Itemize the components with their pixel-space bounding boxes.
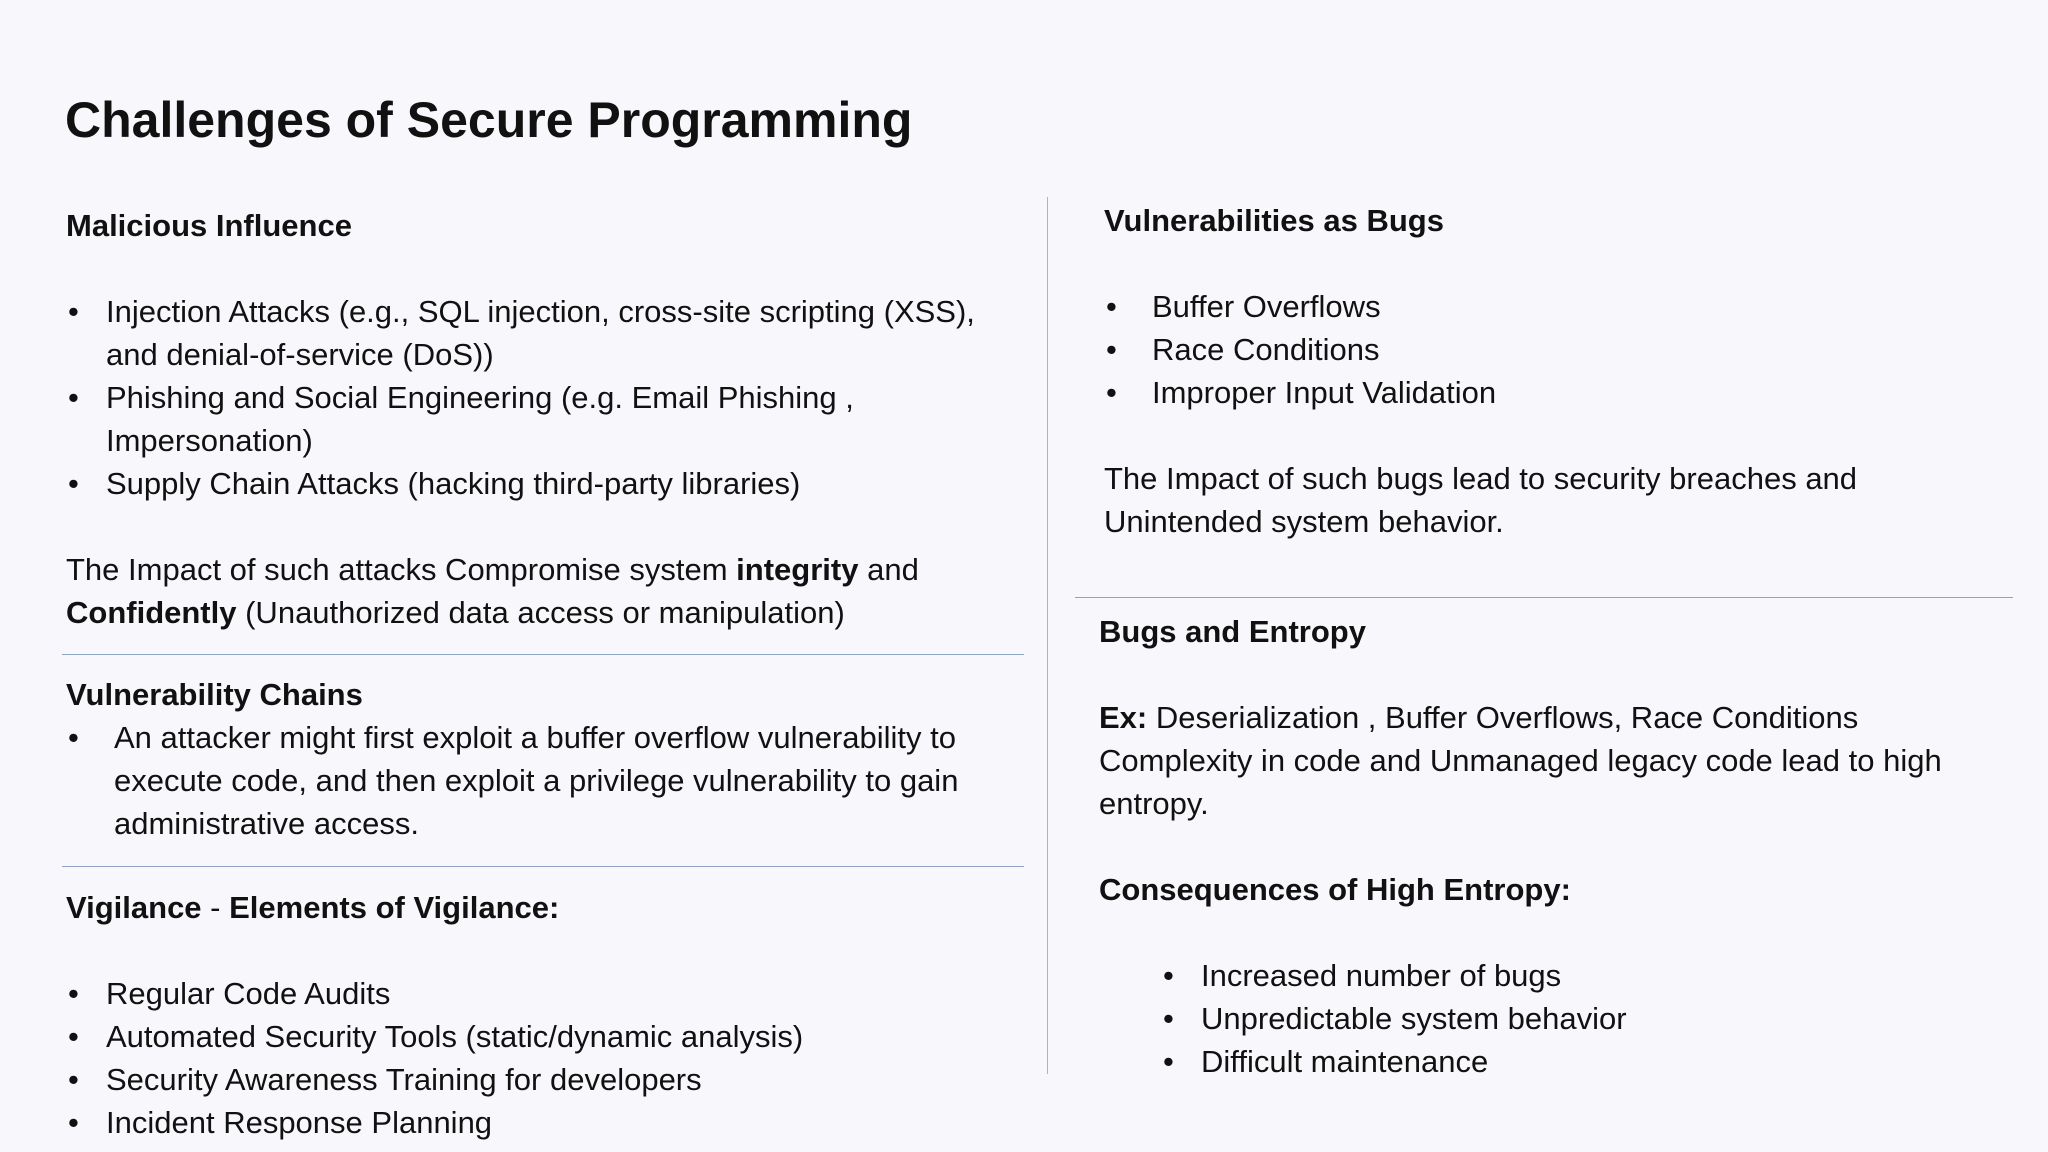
list-item: • Regular Code Audits — [66, 972, 1026, 1015]
consequences-list — [1161, 954, 2019, 1083]
divider — [62, 654, 1024, 655]
vulnerabilities-as-bugs-list — [1104, 285, 2004, 414]
column-divider — [1047, 197, 1048, 1074]
bullet-icon: • — [68, 466, 79, 501]
list-item: • Increased number of bugs — [1161, 954, 2019, 997]
bullet-icon: • — [68, 1062, 79, 1097]
vulnerabilities-as-bugs-section — [1104, 199, 2004, 543]
bullet-icon: • — [1106, 332, 1117, 367]
bullet-icon: • — [68, 976, 79, 1011]
bullet-icon: • — [68, 380, 79, 415]
vulnerability-chains-list — [66, 716, 1036, 845]
vigilance-heading: Vigilance - Elements of Vigilance: — [66, 890, 560, 925]
list-item: • Incident Response Planning — [66, 1101, 1026, 1144]
malicious-impact-text: The Impact of such attacks Compromise system integrity and Confidently (Unauthorized data access or manipulation) — [66, 552, 919, 630]
bullet-icon: • — [1163, 1001, 1174, 1036]
bullet-icon: • — [68, 720, 79, 755]
vulnerability-chains-heading: Vulnerability Chains — [66, 677, 363, 712]
bugs-impact-text: The Impact of such bugs lead to security breaches and Unintended system behavior. — [1104, 461, 1858, 539]
bullet-icon: • — [1106, 289, 1117, 324]
vulnerabilities-as-bugs-heading: Vulnerabilities as Bugs — [1104, 203, 1444, 238]
list-item: • Difficult maintenance — [1161, 1040, 2019, 1083]
consequences-heading: Consequences of High Entropy: — [1099, 872, 1571, 907]
entropy-complexity-text: Complexity in code and Unmanaged legacy code lead to high entropy. — [1099, 743, 1942, 821]
vigilance-section — [66, 886, 1026, 1144]
bullet-icon: • — [1163, 1044, 1174, 1079]
vulnerability-chains-section — [66, 673, 1036, 845]
bullet-icon: • — [68, 1019, 79, 1054]
list-item: • Injection Attacks (e.g., SQL injection, cross-site scripting (XSS), and denial-of-service (DoS)) — [66, 290, 1026, 376]
list-item: • Automated Security Tools (static/dynamic analysis) — [66, 1015, 1026, 1058]
bullet-icon: • — [68, 1105, 79, 1140]
list-item: • Buffer Overflows — [1104, 285, 2004, 328]
list-item: • Supply Chain Attacks (hacking third-party libraries) — [66, 462, 1026, 505]
list-item: • Improper Input Validation — [1104, 371, 2004, 414]
bugs-and-entropy-heading: Bugs and Entropy — [1099, 614, 1366, 649]
malicious-influence-list — [66, 290, 1026, 505]
entropy-examples-text: Ex: Deserialization , Buffer Overflows, Race Conditions — [1099, 700, 1859, 735]
list-item: • Race Conditions — [1104, 328, 2004, 371]
list-item: • Unpredictable system behavior — [1161, 997, 2019, 1040]
list-item: • Phishing and Social Engineering (e.g. Email Phishing , Impersonation) — [66, 376, 1026, 462]
list-item: • Security Awareness Training for developers — [66, 1058, 1026, 1101]
list-item: • An attacker might first exploit a buffer overflow vulnerability to execute code, and then exploit a privilege vulnerability to gain administrative access. — [66, 716, 1036, 845]
divider — [62, 866, 1024, 867]
bugs-and-entropy-section — [1099, 610, 2019, 1083]
divider — [1075, 597, 2013, 598]
malicious-influence-section — [66, 204, 1026, 634]
bullet-icon: • — [68, 294, 79, 329]
bullet-icon: • — [1106, 375, 1117, 410]
malicious-influence-heading: Malicious Influence — [66, 208, 352, 243]
page-title: Challenges of Secure Programming — [65, 92, 913, 148]
bullet-icon: • — [1163, 958, 1174, 993]
vigilance-list — [66, 972, 1026, 1144]
